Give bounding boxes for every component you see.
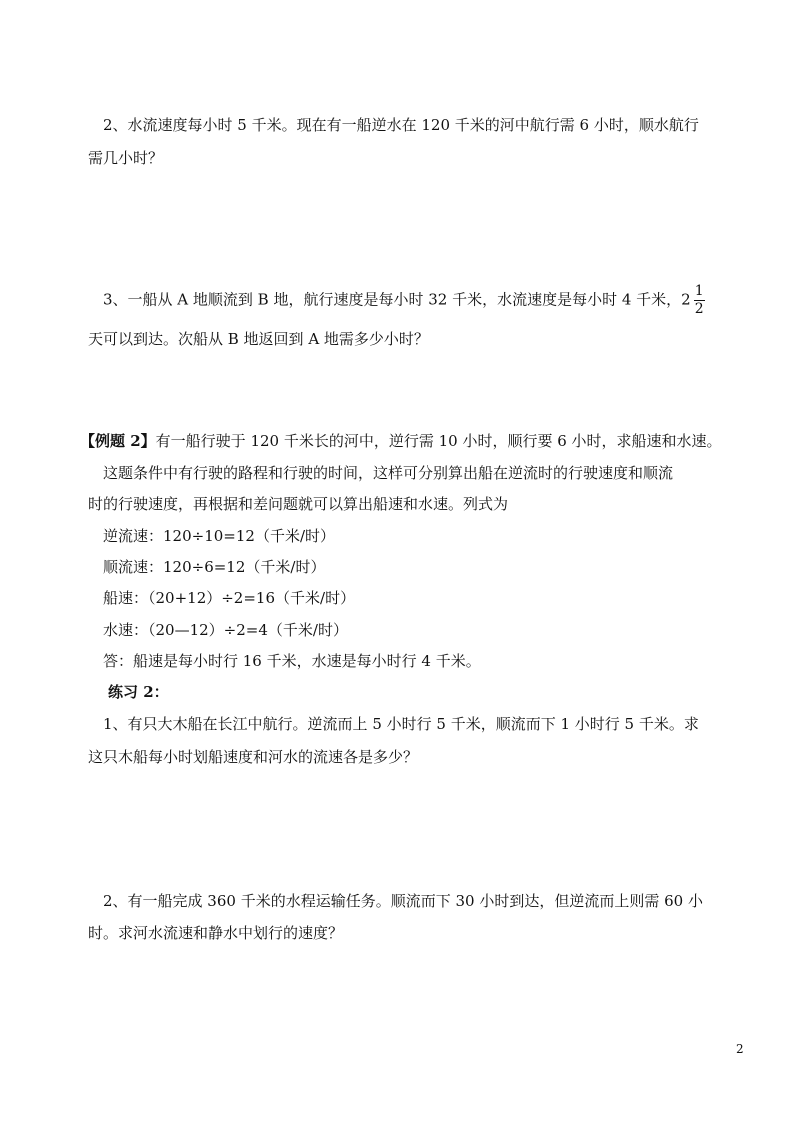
problem-2-line1: 2、水流速度每小时 5 千米。现在有一船逆水在 120 千米的河中航行需 6 小时，顺水航行: [103, 116, 699, 134]
example-2-explain-1: 这题条件中有行驶的路程和行驶的时间，这样可分别算出船在逆流时的行驶速度和顺流: [103, 464, 674, 482]
step-water-speed: 水速：（20—12）÷2=4（千米/时）: [103, 621, 348, 639]
fraction-numerator: 1: [694, 283, 704, 299]
fraction-denominator: 2: [694, 301, 704, 317]
step-downstream-speed: 顺流速：120÷6=12（千米/时）: [103, 558, 326, 576]
problem-3-line2: 天可以到达。次船从 B 地返回到 A 地需多少小时？: [88, 330, 429, 348]
example-2-question: [80, 431, 722, 451]
example-2-explain-2: 时的行驶速度，再根据和差问题就可以算出船速和水速。列式为: [88, 495, 509, 513]
practice-1-line1: 1、有只大木船在长江中航行。逆流而上 5 小时行 5 千米，顺流而下 1 小时行 5 千米。求: [103, 715, 699, 733]
problem-2-line2: 需几小时？: [88, 149, 164, 167]
page-number: 2: [736, 1042, 744, 1056]
fraction: [694, 283, 705, 318]
practice-1-line2: 这只木船每小时划船速度和河水的流速各是多少？: [88, 748, 419, 766]
step-boat-speed: 船速：（20+12）÷2=16（千米/时）: [103, 589, 356, 607]
problem-3-text: 3、一船从 A 地顺流到 B 地，航行速度是每小时 32 千米，水流速度是每小时 4 千米，2: [103, 290, 691, 309]
step-answer: 答：船速是每小时行 16 千米，水速是每小时行 4 千米。: [103, 652, 481, 670]
practice-2-line2: 时。求河水流速和静水中划行的速度？: [88, 924, 344, 942]
practice-2-title: 练习 2：: [108, 683, 169, 701]
practice-2-line1: 2、有一船完成 360 千米的水程运输任务。顺流而下 30 小时到达，但逆流而上则需 60 小: [103, 892, 703, 910]
example-2-label: 【例题 2】: [80, 432, 156, 450]
problem-3-line1: [103, 283, 705, 318]
step-upstream-speed: 逆流速：120÷10=12（千米/时）: [103, 527, 335, 545]
example-2-question-text: 有一船行驶于 120 千米长的河中，逆行需 10 小时，顺行要 6 小时，求船速和水速。: [155, 432, 722, 450]
